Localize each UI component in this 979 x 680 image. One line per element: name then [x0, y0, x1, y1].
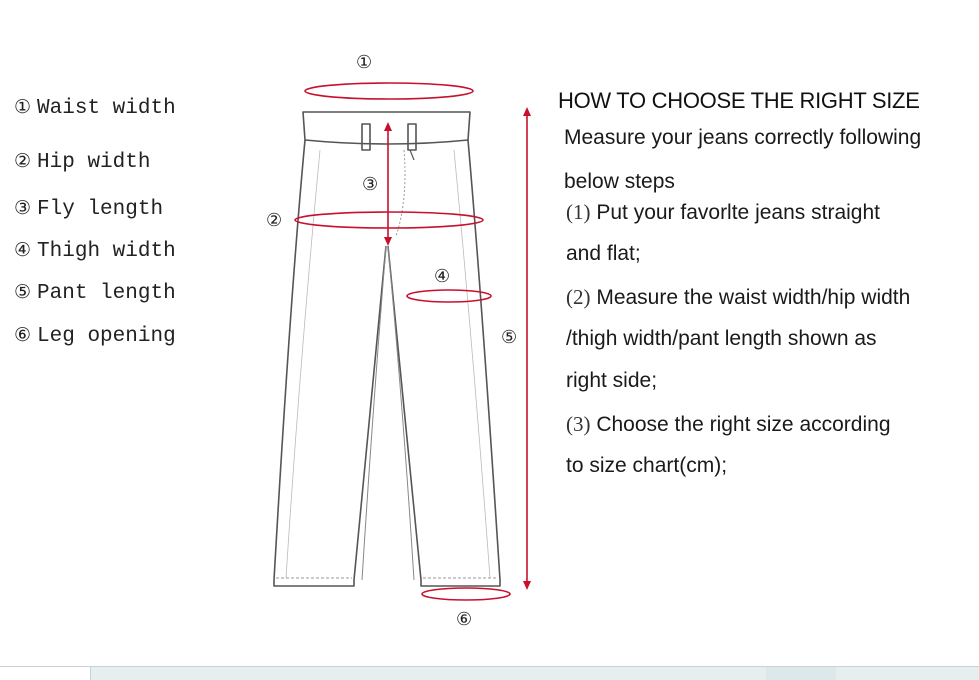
jeans-diagram — [230, 40, 560, 640]
left-leg — [274, 140, 386, 586]
legend-number: ① — [14, 96, 32, 118]
legend-item-hip-width — [14, 150, 150, 174]
instructions-heading: HOW TO CHOOSE THE RIGHT SIZE — [558, 88, 920, 113]
bottom-tab — [0, 667, 91, 680]
bottom-segment — [766, 667, 836, 680]
step-1-number: (1) — [566, 200, 591, 224]
right-leg — [388, 140, 500, 586]
step-2-line-1 — [566, 285, 910, 310]
marker-hip: ② — [266, 210, 283, 231]
measurement-marks — [295, 83, 527, 600]
legend-item-waist-width — [14, 96, 176, 120]
legend-label: Hip width — [37, 151, 151, 174]
arrow-heads — [384, 107, 531, 590]
thigh-ellipse — [407, 290, 491, 302]
step-3-number: (3) — [566, 412, 591, 436]
legend-label: Waist width — [37, 97, 176, 120]
legend-number: ⑥ — [14, 324, 32, 346]
legend-number: ③ — [14, 197, 32, 219]
marker-leg: ⑥ — [456, 609, 473, 630]
intro-line-2: below steps — [564, 170, 675, 193]
step-3-line-1 — [566, 412, 891, 437]
step-1-text: Put your favorlte jeans straight — [590, 201, 880, 224]
legend-label: Pant length — [37, 282, 176, 305]
belt-loop — [408, 124, 416, 150]
intro-line-1: Measure your jeans correctly following — [564, 126, 922, 149]
step-1-line-1 — [566, 200, 880, 225]
step-2-text: Measure the waist width/hip width — [590, 286, 911, 309]
bottom-strip — [0, 666, 979, 680]
marker-fly: ③ — [362, 174, 379, 195]
fly-stitch — [396, 150, 405, 236]
legend-label: Thigh width — [37, 240, 176, 263]
legend-item-leg-opening — [14, 324, 176, 348]
legend-number: ② — [14, 150, 32, 172]
step-3-text: Choose the right size according — [590, 413, 891, 436]
legend-number: ⑤ — [14, 281, 32, 303]
leg-opening-ellipse — [422, 588, 510, 600]
legend-item-thigh-width — [14, 239, 176, 263]
legend-label: Leg opening — [37, 325, 176, 348]
hip-ellipse — [295, 212, 483, 228]
legend-item-pant-length — [14, 281, 176, 305]
belt-loop — [362, 124, 370, 150]
legend-label: Fly length — [37, 198, 164, 221]
waist-ellipse — [305, 83, 473, 99]
legend-item-fly-length — [14, 197, 163, 221]
legend-number: ④ — [14, 239, 32, 261]
step-2-number: (2) — [566, 285, 591, 309]
marker-length: ⑤ — [501, 327, 518, 348]
jeans-outline — [274, 112, 500, 586]
step-3-line-2: to size chart(cm); — [566, 454, 728, 477]
marker-thigh: ④ — [434, 266, 451, 287]
marker-waist: ① — [356, 52, 373, 73]
diagram-markers — [266, 52, 517, 630]
step-2-line-2: /thigh width/pant length shown as — [566, 327, 877, 350]
step-1-line-2: and flat; — [566, 242, 641, 265]
step-2-line-3: right side; — [566, 369, 658, 392]
